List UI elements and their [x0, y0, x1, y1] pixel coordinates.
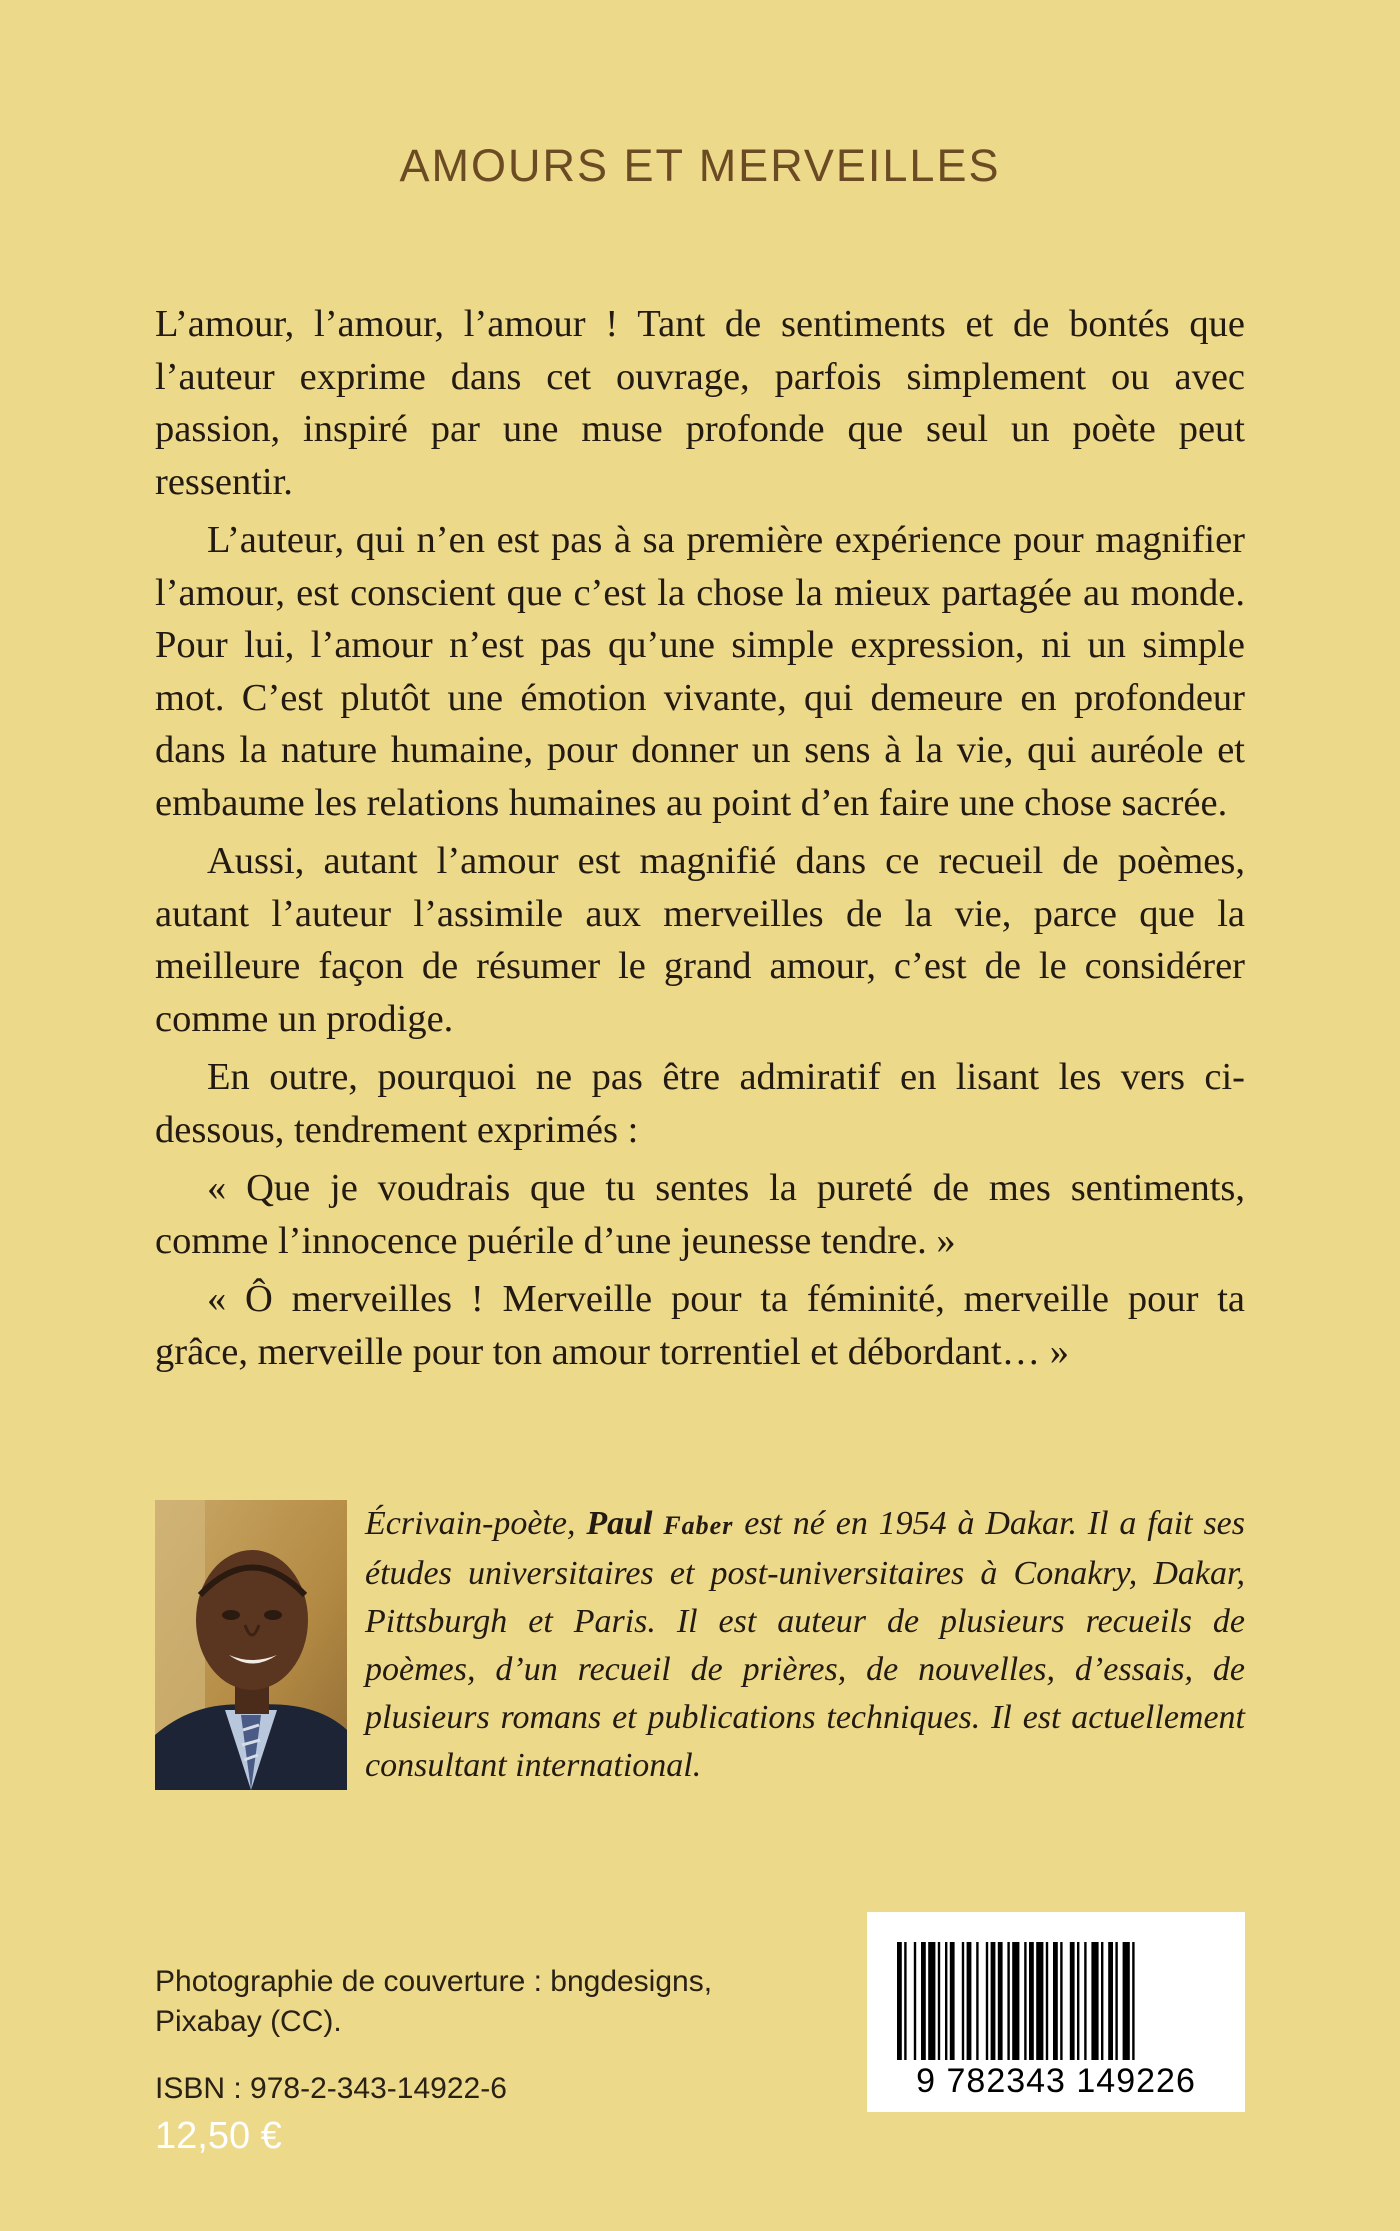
barcode-bar: [986, 1942, 988, 2060]
barcode-bar: [1115, 1942, 1117, 2060]
barcode-bar: [1101, 1942, 1103, 2060]
barcode-bar: [1024, 1942, 1026, 2060]
barcode-bar: [938, 1942, 940, 2060]
barcode-bar: [928, 1942, 935, 2060]
barcode-bar: [976, 1942, 978, 2060]
author-bio: [365, 1500, 1245, 1790]
author-photo: [155, 1500, 347, 1790]
price-label: 12,50 €: [155, 2115, 282, 2157]
barcode-bar: [1012, 1942, 1019, 2060]
barcode-bar: [962, 1942, 964, 2060]
blurb-paragraph-2: L’auteur, qui n’en est pas à sa première expérience pour magnifier l’amour, est conscient que c’est la chose la mieux partagée au monde. Pour lui, l’amour n’est pas qu’une simple expression, ni un simple mot. C’est plutôt une émotion vivante, qui demeure en profondeur dans la nature humaine, pour donner un sens à la vie, qui auréole et embaume les relations humaines au point d’en faire une chose sacrée.: [155, 519, 1245, 824]
barcode-bar: [1077, 1942, 1079, 2060]
author-last-name: Faber: [663, 1511, 734, 1540]
barcode-bar: [1123, 1942, 1130, 2060]
barcode-bar: [1046, 1942, 1048, 2060]
barcode: [867, 1912, 1245, 2112]
bio-lead: Écrivain-poète,: [365, 1505, 587, 1542]
isbn-label: ISBN : 978-2-343-14922-6: [155, 2072, 507, 2105]
barcode-bar: [1036, 1942, 1043, 2060]
photo-credit: [155, 1962, 795, 2042]
barcode-bar: [991, 1942, 996, 2060]
barcode-bar: [904, 1942, 906, 2060]
barcode-bar: [1132, 1942, 1134, 2060]
barcode-bar: [897, 1942, 902, 2060]
back-cover-blurb: [155, 298, 1245, 1384]
blurb-paragraph-3: Aussi, autant l’amour est magnifié dans ce recueil de poèmes, autant l’auteur l’assimile aux merveilles de la vie, parce que la meilleure façon de résumer le grand amour, c’est de le considérer comme un prodige.: [155, 840, 1245, 1040]
barcode-bar: [921, 1942, 926, 2060]
blurb-quote-2: « Ô merveilles ! Merveille pour ta féminité, merveille pour ta grâce, merveille pour ton amour torrentiel et débordant… »: [155, 1278, 1245, 1373]
barcode-bar: [967, 1942, 972, 2060]
blurb-paragraph-4: En outre, pourquoi ne pas être admiratif en lisant les vers ci-dessous, tendrement exprimés :: [155, 1056, 1245, 1151]
barcode-bar: [945, 1942, 947, 2060]
barcode-bar: [914, 1942, 916, 2060]
barcode-bar: [1091, 1942, 1098, 2060]
photo-credit-line-2: Pixabay (CC).: [155, 2005, 342, 2038]
book-title: AMOURS ET MERVEILLES: [399, 140, 1001, 191]
barcode-bar: [1084, 1942, 1086, 2060]
barcode-digits: 9 782343 149226: [916, 2062, 1196, 2100]
blurb-paragraph-1: L’amour, l’amour, l’amour ! Tant de sentiments et de bontés que l’auteur exprime dans cet ouvrage, parfois simplement ou avec passion, inspiré par une muse profonde que seul un poète peut ressentir.: [155, 303, 1245, 503]
blurb-quote-1: « Que je voudrais que tu sentes la pureté de mes sentiments, comme l’innocence puérile d’une jeunesse tendre. »: [155, 1167, 1245, 1262]
barcode-bar: [1007, 1942, 1009, 2060]
photo-credit-line-1: Photographie de couverture : bngdesigns,: [155, 1965, 713, 1998]
author-name: [586, 1505, 733, 1542]
bio-text: est né en 1954 à Dakar. Il a fait ses études universitaires et post-universitaires à Conakry, Dakar, Pittsburgh et Paris. Il est auteur de plusieurs recueils de poèmes, d’un recueil de prières, de nouvelles, d’essais, de plusieurs romans et publications techniques. Il est actuellement consultant international.: [365, 1505, 1245, 1784]
author-portrait-illustration: [155, 1500, 347, 1790]
barcode-bar: [1108, 1942, 1113, 2060]
barcode-bar: [1060, 1942, 1062, 2060]
barcode-bar: [1070, 1942, 1075, 2060]
barcode-bar: [998, 1942, 1003, 2060]
barcode-bar: [950, 1942, 955, 2060]
barcode-bar: [1029, 1942, 1034, 2060]
author-first-name: Paul: [586, 1505, 664, 1542]
barcode-bar: [1053, 1942, 1058, 2060]
